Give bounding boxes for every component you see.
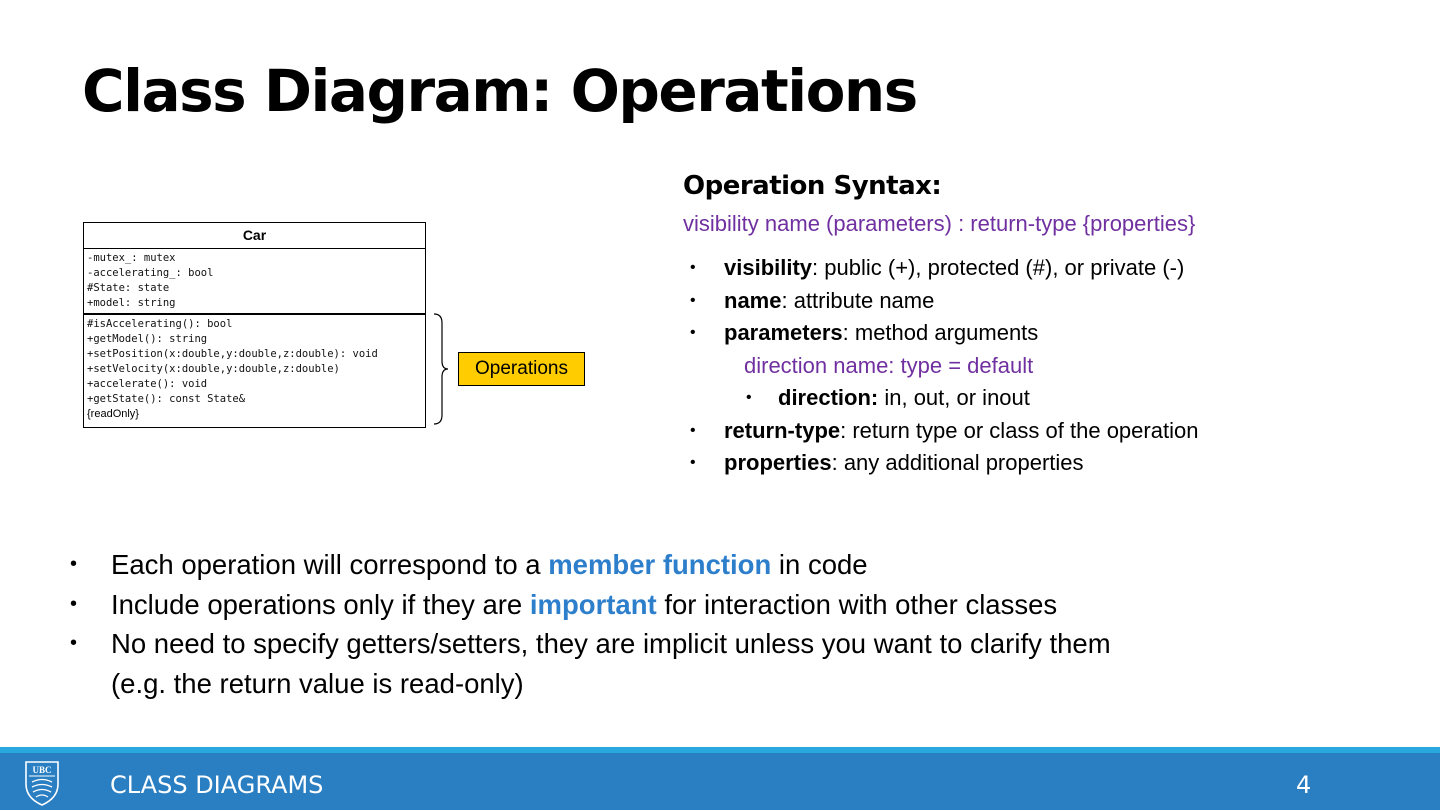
list-item: • Each operation will correspond to a member function in code <box>70 545 1111 585</box>
bullet-icon: • <box>746 389 752 406</box>
bullet-icon: • <box>70 553 78 575</box>
uml-class-name: Car <box>84 223 425 249</box>
term-description: in, out, or inout <box>878 385 1030 410</box>
curly-brace <box>432 313 452 425</box>
bullet-icon: • <box>70 592 78 615</box>
uml-attribute: -mutex_: mutex <box>87 252 176 264</box>
uml-operation: #isAccelerating(): bool <box>87 318 233 330</box>
term-description: : public (+), protected (#), or private (-) <box>812 255 1185 280</box>
uml-operations-section <box>84 315 425 427</box>
slide-title: Class Diagram: Operations <box>82 57 917 125</box>
bullet-icon: • <box>690 454 696 471</box>
uml-operation-property: {readOnly} <box>87 408 139 420</box>
operations-callout: Operations <box>458 352 585 386</box>
page-number: 4 <box>1296 771 1312 799</box>
main-bullets <box>70 545 1111 703</box>
logo-text: UBC <box>32 765 52 775</box>
list-item <box>690 317 1198 350</box>
term-description: : method arguments <box>842 320 1039 345</box>
uml-operation: +setVelocity(x:double,y:double,z:double) <box>87 363 340 375</box>
bullet-icon: • <box>690 324 696 341</box>
list-item: • No need to specify getters/setters, they are implicit unless you want to clarify them <box>70 624 1111 664</box>
term-description: : return type or class of the operation <box>840 417 1199 443</box>
bullet-icon: • <box>70 632 78 654</box>
bullet-icon: • <box>690 291 696 309</box>
uml-class-box <box>83 222 426 428</box>
uml-attributes-section <box>84 249 425 315</box>
list-item-continuation: (e.g. the return value is read-only) <box>111 667 524 699</box>
term-description: : attribute name <box>781 287 935 313</box>
term: direction: <box>778 385 879 410</box>
term-description: : any additional properties <box>831 450 1084 475</box>
bullet-icon: • <box>690 421 696 439</box>
term: visibility <box>724 255 813 280</box>
list-item: • Include operations only if they are important for interaction with other classes <box>70 585 1111 625</box>
parameter-format: direction name: type = default <box>744 352 1034 378</box>
uml-operation: +getState(): const State& <box>87 393 246 405</box>
syntax-format: visibility name (parameters) : return-type {properties} <box>683 211 1196 236</box>
list-item <box>690 252 1198 285</box>
uml-attribute: -accelerating_: bool <box>87 267 214 279</box>
uml-operation: +getModel(): string <box>87 333 208 345</box>
highlight-text: member function <box>548 549 772 580</box>
syntax-definitions <box>690 252 1198 480</box>
list-item <box>690 285 1198 318</box>
bullet-icon: • <box>690 259 696 276</box>
uml-operation: +setPosition(x:double,y:double,z:double): void <box>87 348 378 360</box>
term: name <box>724 287 782 313</box>
uml-attribute: #State: state <box>87 282 170 294</box>
uml-attribute: +model: string <box>87 297 176 309</box>
syntax-heading: Operation Syntax: <box>683 171 942 201</box>
uml-operation: +accelerate(): void <box>87 378 208 390</box>
ubc-crest-icon <box>24 760 60 806</box>
term: parameters <box>724 320 843 345</box>
footer-section-title: CLASS DIAGRAMS <box>110 771 324 799</box>
list-item <box>690 382 1198 415</box>
list-item <box>690 447 1198 480</box>
list-item <box>690 415 1198 448</box>
highlight-text: important <box>529 588 657 620</box>
term: properties <box>724 450 832 475</box>
term: return-type <box>724 417 841 443</box>
